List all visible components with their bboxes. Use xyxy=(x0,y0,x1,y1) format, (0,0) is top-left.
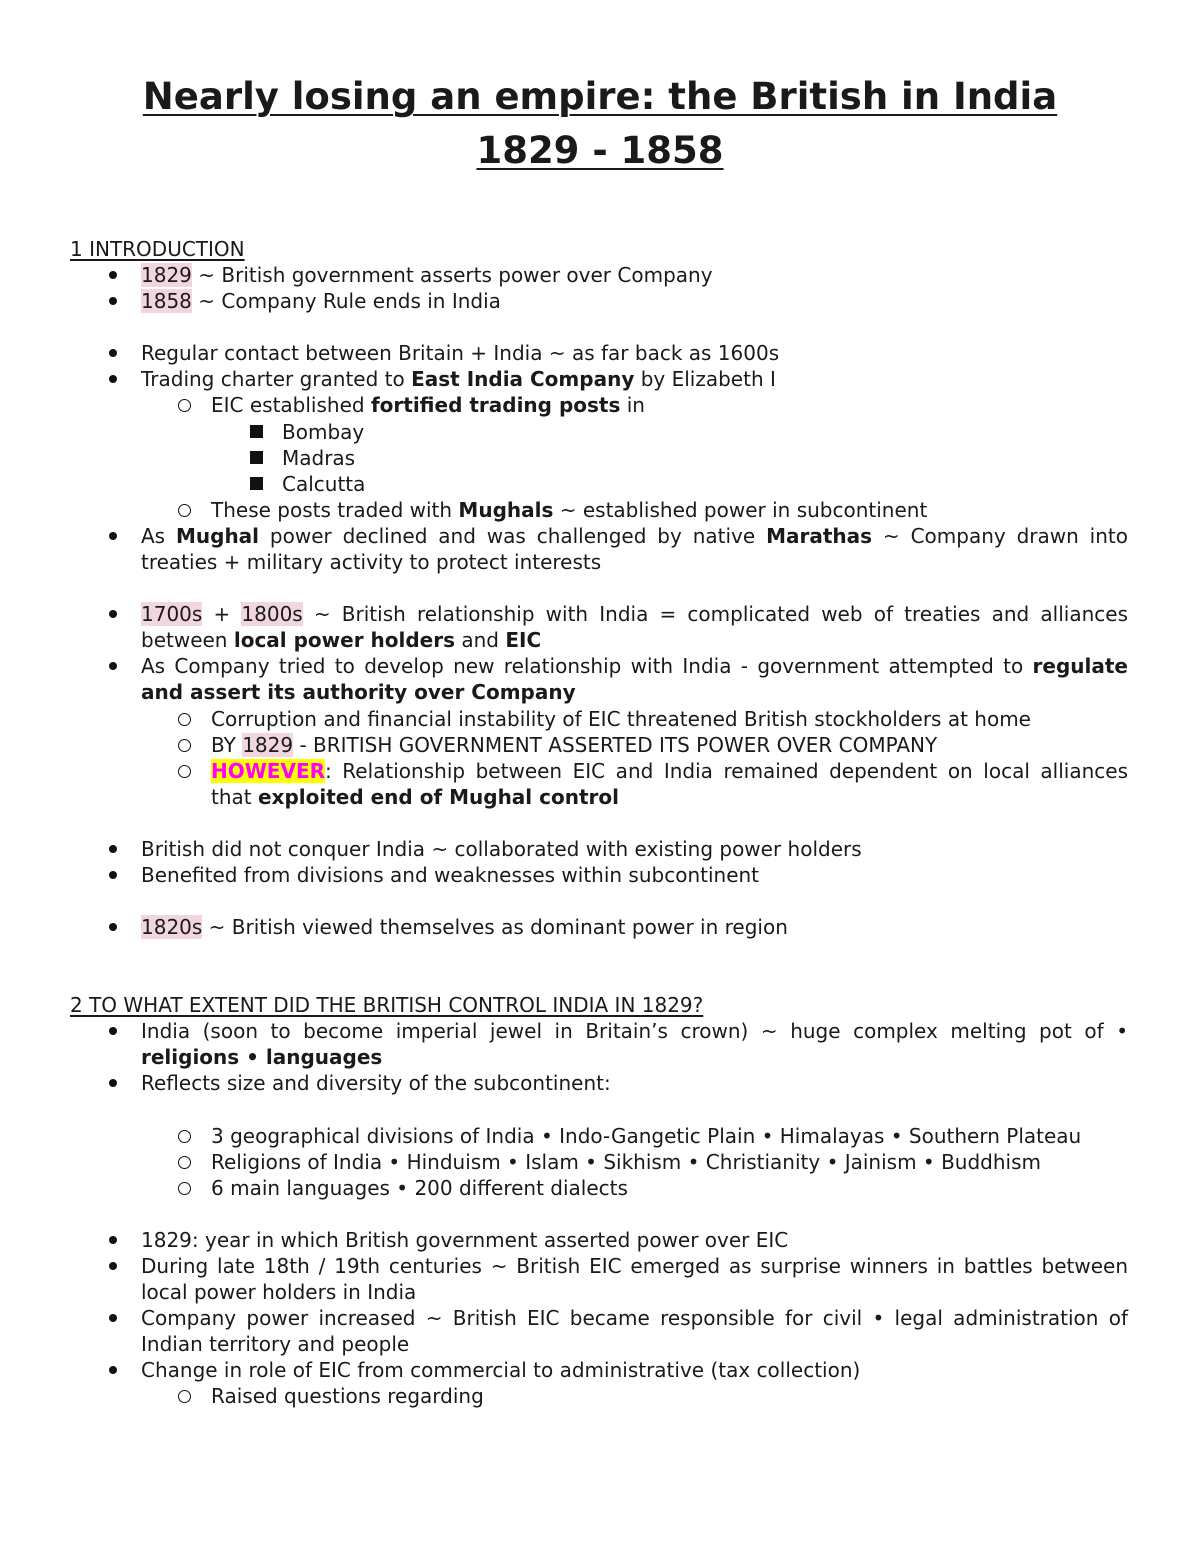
bullet-icon xyxy=(109,845,117,853)
bullet-icon xyxy=(109,871,117,879)
item-text: Change in role of EIC from commercial to administrative (tax collection) xyxy=(141,1358,861,1383)
item-text: Regular contact between Britain + India ~ as far back as 1600s xyxy=(141,341,780,366)
bold-term: regulate and assert its authority over Company xyxy=(141,654,1128,705)
item-text: ~ established power in subcontinent xyxy=(553,497,928,522)
item-text: ~ British viewed themselves as dominant power in region xyxy=(202,915,788,940)
item-text: Bombay xyxy=(282,419,365,444)
bullet-icon xyxy=(109,610,117,618)
bold-term: EIC xyxy=(505,628,542,653)
section-2-heading: 2 TO WHAT EXTENT DID THE BRITISH CONTROL INDIA IN 1829? xyxy=(70,993,704,1018)
list-item xyxy=(70,340,1128,366)
highlighted-year: 1829 xyxy=(141,263,192,288)
sub-list-item xyxy=(70,758,1128,810)
highlighted-year: 1858 xyxy=(141,289,192,314)
sub-list-item xyxy=(70,1123,1128,1149)
list-item xyxy=(70,262,1128,288)
item-text: Madras xyxy=(282,445,356,470)
list-item xyxy=(70,1227,1128,1253)
item-text: Calcutta xyxy=(282,471,366,496)
bullet-icon xyxy=(109,1236,117,1244)
item-text: : Relationship between EIC and India remained dependent on local alliances that xyxy=(211,758,1128,809)
item-text: ~ British relationship with India = complicated web of treaties and alliances between xyxy=(141,602,1128,653)
list-item xyxy=(70,288,1128,314)
list-item xyxy=(70,1305,1128,1357)
sub-sub-list-item xyxy=(70,419,1128,445)
item-text: Religions of India • Hinduism • Islam • Sikhism • Christianity • Jainism • Buddhism xyxy=(211,1149,1041,1174)
bullet-icon xyxy=(109,923,117,931)
bullet-icon xyxy=(109,1079,117,1087)
list-item xyxy=(70,862,1128,888)
item-text: British did not conquer India ~ collaborated with existing power holders xyxy=(141,836,862,861)
circle-bullet-icon xyxy=(178,504,191,517)
item-text: Raised questions regarding xyxy=(211,1384,484,1409)
bullet-icon xyxy=(109,532,117,540)
list-item xyxy=(70,1070,1128,1096)
item-text: Corruption and financial instability of EIC threatened British stockholders at home xyxy=(211,706,1031,731)
list-item xyxy=(70,366,1128,392)
list-item xyxy=(70,601,1128,653)
circle-bullet-icon xyxy=(178,1182,191,1195)
item-text: ~ Company Rule ends in India xyxy=(191,289,501,314)
bullet-icon xyxy=(109,271,117,279)
item-text: 6 main languages • 200 different dialects xyxy=(211,1175,628,1200)
item-text: ~ Company drawn into treaties + military activity to protect interests xyxy=(141,523,1128,575)
list-item xyxy=(70,653,1128,705)
bold-term: Mughal xyxy=(175,523,260,548)
circle-bullet-icon xyxy=(178,1130,191,1143)
bold-term: local power holders xyxy=(233,628,456,653)
bold-term: exploited end of Mughal control xyxy=(257,784,619,809)
bullet-icon xyxy=(109,1027,117,1035)
bullet-icon xyxy=(109,375,117,383)
item-text: in xyxy=(620,393,645,418)
sub-list-item xyxy=(70,392,1128,418)
square-bullet-icon xyxy=(250,425,263,438)
sub-list-item xyxy=(70,1175,1128,1201)
highlighted-year: 1820s xyxy=(141,915,203,940)
title-line-1: Nearly losing an empire: the British in India xyxy=(142,75,1058,118)
square-bullet-icon xyxy=(250,451,263,464)
circle-bullet-icon xyxy=(178,399,191,412)
item-text: - BRITISH GOVERNMENT ASSERTED ITS POWER OVER COMPANY xyxy=(293,732,938,757)
bold-term: religions • languages xyxy=(141,1045,383,1070)
item-text: As xyxy=(141,523,176,548)
item-text: During late 18th / 19th centuries ~ British EIC emerged as surprise winners in battles between local power holders in India xyxy=(141,1253,1128,1304)
page-title xyxy=(0,70,1200,178)
item-text: ~ British government asserts power over Company xyxy=(191,263,713,288)
item-text: power declined and was challenged by native xyxy=(259,523,767,548)
sub-list-item xyxy=(70,732,1128,758)
highlighted-year: 1700s xyxy=(141,602,203,627)
circle-bullet-icon xyxy=(178,1390,191,1403)
sub-list-item xyxy=(70,1383,1128,1409)
item-text: + xyxy=(202,602,242,627)
item-text: BY xyxy=(211,732,243,757)
bold-term: Mughals xyxy=(458,497,554,522)
sub-list-item xyxy=(70,706,1128,732)
item-text: Company power increased ~ British EIC became responsible for civil • legal administration of Indian territory and people xyxy=(141,1306,1128,1357)
bold-term: fortified trading posts xyxy=(370,393,621,418)
sub-sub-list-item xyxy=(70,471,1128,497)
square-bullet-icon xyxy=(250,477,263,490)
item-text: 1829: year in which British government asserted power over EIC xyxy=(141,1227,789,1252)
list-item xyxy=(70,523,1128,575)
highlighted-year: 1829 xyxy=(242,732,294,757)
circle-bullet-icon xyxy=(178,713,191,726)
highlighted-however: HOWEVER xyxy=(211,758,326,783)
bold-term: East India Company xyxy=(411,367,635,392)
item-text: by Elizabeth I xyxy=(634,367,776,392)
item-text: 3 geographical divisions of India • Indo-Gangetic Plain • Himalayas • Southern Plateau xyxy=(211,1123,1082,1148)
highlighted-year: 1800s xyxy=(241,602,303,627)
bullet-icon xyxy=(109,1366,117,1374)
bullet-icon xyxy=(109,297,117,305)
document-body xyxy=(70,236,1128,1409)
item-text: India (soon to become imperial jewel in Britain’s crown) ~ huge complex melting pot of • xyxy=(141,1019,1128,1044)
sub-sub-list-item xyxy=(70,445,1128,471)
item-text: As Company tried to develop new relationship with India - government attempted to xyxy=(141,654,1033,679)
circle-bullet-icon xyxy=(178,1156,191,1169)
circle-bullet-icon xyxy=(178,739,191,752)
sub-list-item xyxy=(70,497,1128,523)
item-text: and xyxy=(455,628,506,653)
title-line-2: 1829 - 1858 xyxy=(476,129,724,172)
bullet-icon xyxy=(109,1262,117,1270)
section-1-heading: 1 INTRODUCTION xyxy=(70,237,245,261)
bullet-icon xyxy=(109,1314,117,1322)
item-text: EIC established xyxy=(211,393,371,418)
bullet-icon xyxy=(109,349,117,357)
list-item xyxy=(70,1253,1128,1305)
item-text: These posts traded with xyxy=(211,497,459,522)
item-text: Trading charter granted to xyxy=(141,367,412,392)
bold-term: Marathas xyxy=(766,523,873,548)
item-text: Benefited from divisions and weaknesses within subcontinent xyxy=(141,862,760,887)
sub-list-item xyxy=(70,1149,1128,1175)
list-item xyxy=(70,1018,1128,1070)
item-text: Reflects size and diversity of the subcontinent: xyxy=(141,1071,611,1096)
list-item xyxy=(70,836,1128,862)
circle-bullet-icon xyxy=(178,765,191,778)
list-item xyxy=(70,1357,1128,1383)
bullet-icon xyxy=(109,662,117,670)
list-item xyxy=(70,914,1128,940)
